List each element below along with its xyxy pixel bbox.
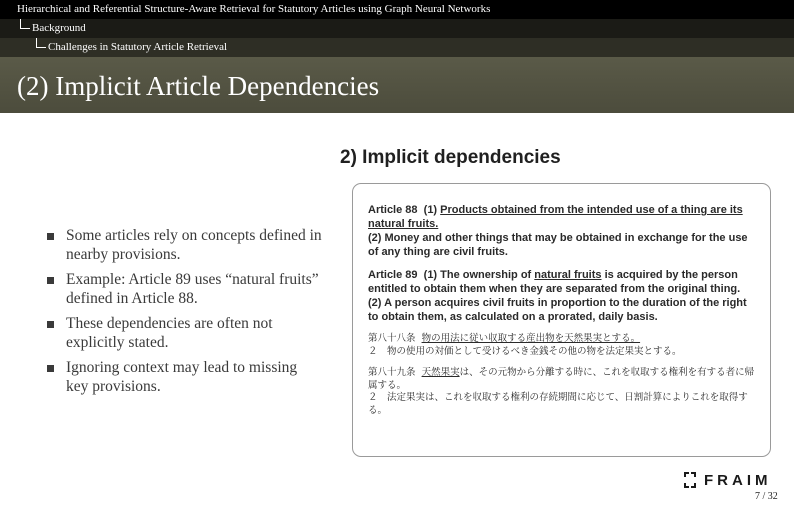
section-bar: [0, 19, 794, 38]
page-number: 7 / 32: [755, 491, 778, 502]
article-89-ja: 第八十九条 天然果実は、その元物から分離する時に、これを収取する権利を有する者に帰属する。 ２ 法定果実は、これを収取する権利の存続期間に応じて、日割計算によりこれを取得する。: [368, 367, 755, 416]
bullet-item: Some articles rely on concepts defined in nearby provisions.: [47, 226, 322, 264]
article-89-en: Article 89 (1) The ownership of natural fruits is acquired by the person entitled to obtain them when they are separated from the original thing. (2) A person acquires civil fruits in proportion to the duration of the right to obtain them, as calculated on a prorated, daily basis.: [368, 269, 747, 323]
logo-text: FRAIM: [704, 471, 772, 489]
tree-connector: [20, 19, 30, 29]
figure-title: 2) Implicit dependencies: [340, 147, 561, 168]
tree-connector: [36, 38, 46, 48]
figure-text: [368, 203, 760, 426]
bullet-marker: [47, 233, 54, 240]
bracket-icon: [684, 472, 696, 488]
fraim-logo: [684, 471, 772, 489]
natural-fruits-definition: Products obtained from the intended use of a thing are its natural fruits.: [368, 204, 743, 230]
bullet-item: Ignoring context may lead to missing key provisions.: [47, 358, 322, 396]
bullet-marker: [47, 277, 54, 284]
presentation-title-bar: [0, 0, 794, 19]
bullet-item: These dependencies are often not explicitly stated.: [47, 314, 322, 352]
slide-title: (2) Implicit Article Dependencies: [17, 71, 380, 101]
subsection-crumb: Challenges in Statutory Article Retrieval: [48, 41, 228, 53]
presentation-title: Hierarchical and Referential Structure-Aware Retrieval for Statutory Articles using Graph Neural Networks: [17, 3, 491, 15]
section-crumb: Background: [32, 22, 86, 34]
bullet-marker: [47, 365, 54, 372]
natural-fruits-term: natural fruits: [534, 269, 602, 281]
subsection-bar: [0, 38, 794, 57]
bullet-marker: [47, 321, 54, 328]
article-88-en: Article 88 (1) Products obtained from the intended use of a thing are its natural fruits. (2) Money and other things that may be obtained in exchange for the use of any thing are civil fruits.: [368, 204, 748, 258]
bullet-item: Example: Article 89 uses “natural fruits” defined in Article 88.: [47, 270, 322, 308]
bullet-list: [47, 226, 322, 402]
article-88-ja: 第八十八条 物の用法に従い収取する産出物を天然果実とする。 ２ 物の使用の対価として受けるべき金銭その他の物を法定果実とする。: [368, 333, 682, 357]
figure-box: [352, 183, 771, 457]
slide-title-bar: [0, 57, 794, 113]
